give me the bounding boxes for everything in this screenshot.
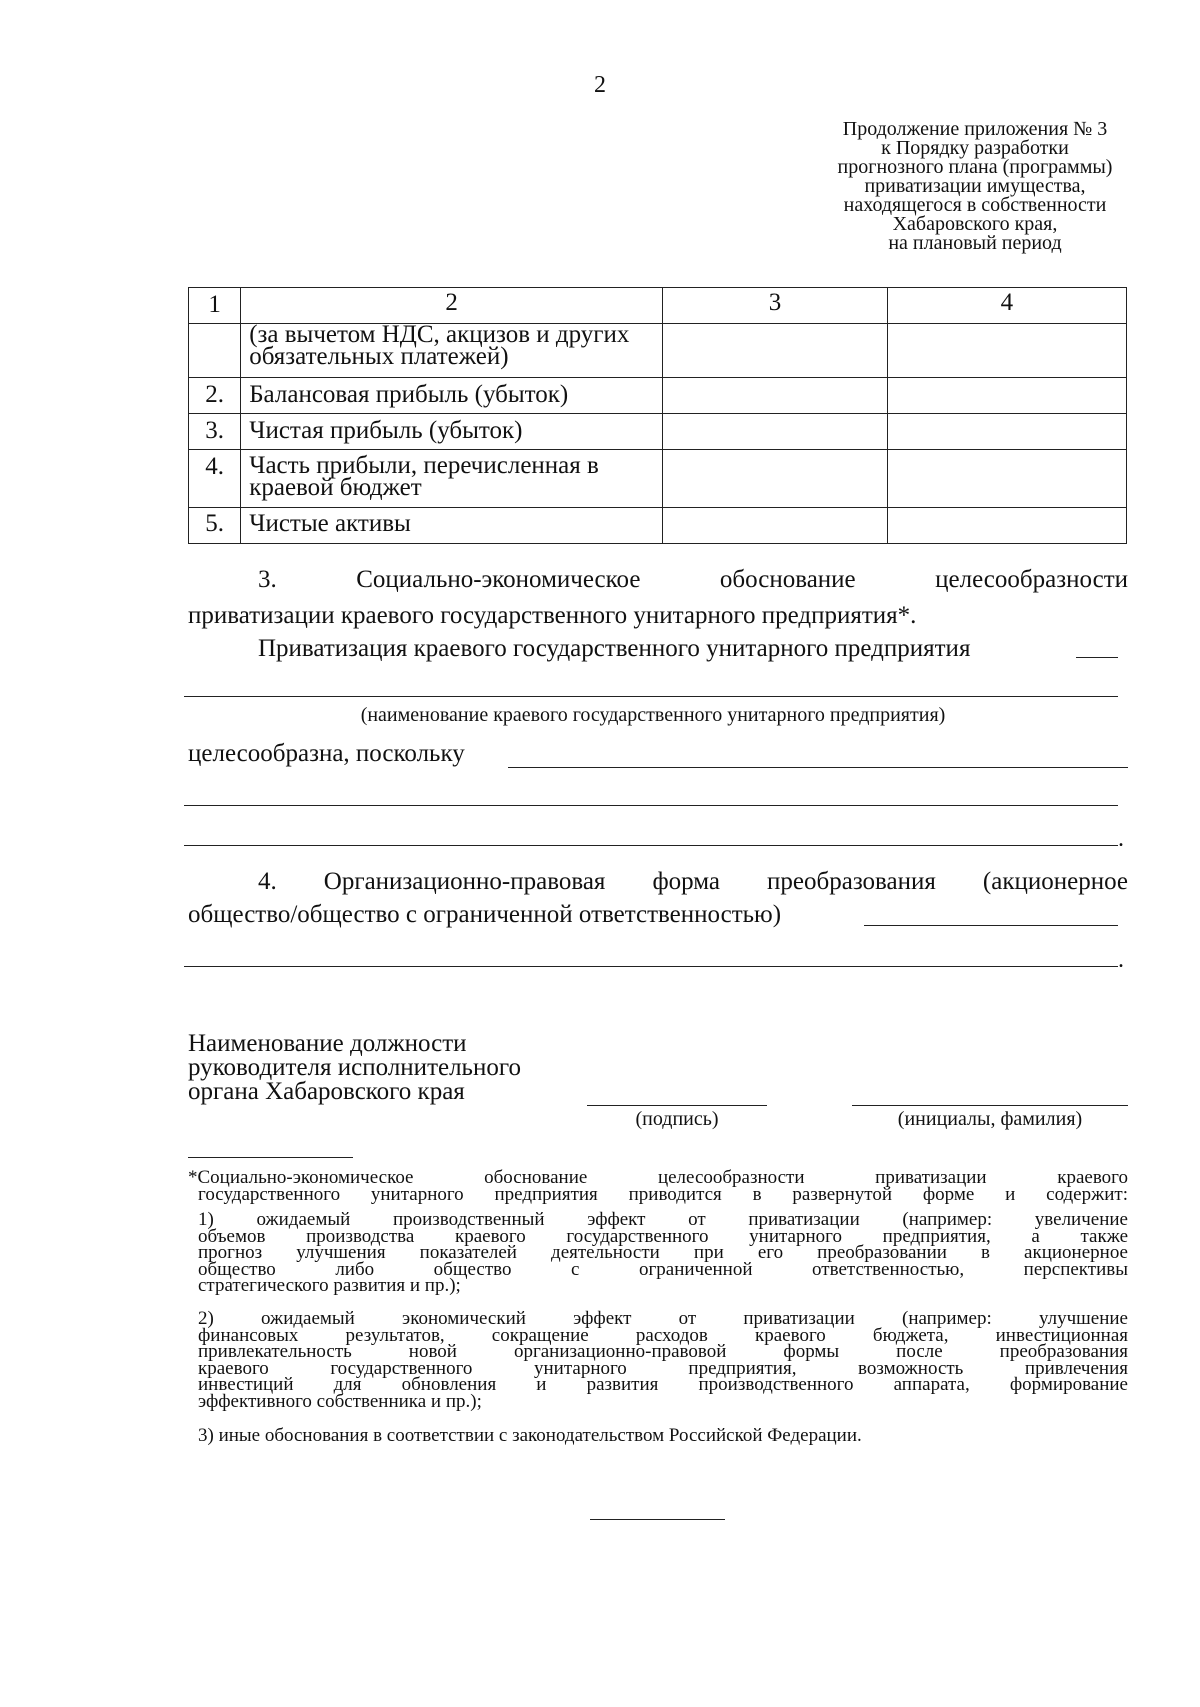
table-header-row [189, 288, 1127, 324]
column-header: 3 [663, 288, 888, 324]
justification-field[interactable] [184, 845, 1118, 846]
row-number: 3. [189, 414, 241, 450]
table-cell [887, 450, 1126, 508]
row-number: 4. [189, 450, 241, 508]
table-cell [887, 414, 1126, 450]
row-text: Балансовая прибыль (убыток) [241, 378, 663, 414]
footnote-line: инвестиций для обновления и развития производственного аппарата, формирование [198, 1374, 1128, 1395]
full-name-field[interactable] [852, 1105, 1128, 1106]
column-header: 4 [887, 288, 1126, 324]
row-text: Часть прибыли, перечисленная в краевой бюджет [241, 450, 663, 508]
table-cell [887, 508, 1126, 544]
section4-line2: общество/общество с ограниченной ответственностью) [188, 901, 782, 928]
footnote-item-2 [188, 1308, 1128, 1412]
table-cell [663, 324, 888, 378]
enterprise-name-field[interactable] [1076, 657, 1118, 658]
expedient-label: целесообразна, поскольку [188, 740, 465, 767]
table-row [189, 414, 1127, 450]
table-cell [663, 450, 888, 508]
header-line: приватизации имущества, [864, 175, 1086, 197]
table-row [189, 508, 1127, 544]
footnote-line: финансовых результатов, сокращение расходов краевого бюджета, инвестиционная [198, 1324, 1128, 1346]
table-cell [887, 324, 1126, 378]
footnote-line: привлекательность новой организационно-правовой формы после преобразования [198, 1341, 1128, 1362]
signature-field[interactable] [587, 1105, 767, 1106]
footnote-line: общество либо общество с ограниченной ответственностью, перспективы [198, 1258, 1128, 1280]
signature-position-block [188, 1032, 521, 1104]
section3-heading-line1: 3. Социально-экономическое обоснование целесообразности [258, 566, 1128, 593]
footnote-line: краевого государственного унитарного предприятия, возможность привлечения [198, 1357, 1128, 1379]
table-cell [663, 414, 888, 450]
footnote-intro [188, 1167, 1128, 1205]
enterprise-name-field[interactable] [184, 696, 1118, 697]
page-number: 2 [594, 72, 606, 98]
field-end-dot: . [1118, 826, 1124, 852]
footnote-line: государственного унитарного предприятия приводится в развернутой форме и содержит: [198, 1183, 1128, 1205]
position-line: органа Хабаровского края [188, 1078, 465, 1105]
full-name-caption: (инициалы, фамилия) [897, 1108, 1083, 1130]
header-line: Продолжение приложения № 3 [842, 118, 1108, 140]
row-number: 2. [189, 378, 241, 414]
footnote-line: эффективного собственника и пр.); [198, 1390, 482, 1412]
row-text: (за вычетом НДС, акцизов и других обязательных платежей) [241, 324, 663, 378]
section4-line1: 4. Организационно-правовая форма преобразования (акционерное [258, 868, 1128, 895]
footnote-line: стратегического развития и пр.); [198, 1275, 461, 1296]
header-line: Хабаровского края, [892, 213, 1058, 235]
footnote-line: *Социально-экономическое обоснование целесообразности приватизации краевого [188, 1167, 1128, 1188]
end-of-document-rule [590, 1519, 725, 1520]
table-cell [887, 378, 1126, 414]
footnote-line: объемов производства краевого государственного унитарного предприятия, а также [198, 1225, 1128, 1247]
header-line: прогнозного плана (программы) [837, 156, 1113, 178]
footnote-separator [188, 1157, 353, 1158]
table-row [189, 324, 1127, 378]
row-text: Чистая прибыль (убыток) [241, 414, 663, 450]
table-row [189, 450, 1127, 508]
field-end-dot: . [1118, 947, 1124, 973]
footnote-line: прогноз улучшения показателей деятельности при его преобразовании в акционерное [198, 1242, 1128, 1263]
signature-caption: (подпись) [635, 1108, 719, 1130]
position-line: Наименование должности [188, 1030, 467, 1057]
column-header: 2 [241, 288, 663, 324]
table-row [189, 378, 1127, 414]
footnote-line: 2) ожидаемый экономический эффект от приватизации (например: улучшение [198, 1308, 1128, 1329]
table-cell [663, 378, 888, 414]
table-cell [663, 508, 888, 544]
privatization-line: Приватизация краевого государственного унитарного предприятия [258, 635, 971, 662]
justification-field[interactable] [184, 805, 1118, 806]
row-number: 5. [189, 508, 241, 544]
footnote-item-3: 3) иные обоснования в соответствии с законодательством Российской Федерации. [198, 1425, 862, 1446]
column-header: 1 [189, 288, 241, 324]
position-line: руководителя исполнительного [188, 1054, 521, 1081]
row-number [189, 324, 241, 378]
justification-field[interactable] [508, 767, 1128, 768]
header-line: к Порядку разработки [881, 137, 1069, 159]
header-line: находящегося в собственности [843, 194, 1107, 216]
legal-form-field[interactable] [184, 966, 1118, 967]
appendix-header-note [770, 120, 1180, 253]
legal-form-field[interactable] [864, 925, 1118, 926]
row-text: Чистые активы [241, 508, 663, 544]
enterprise-name-caption: (наименование краевого государственного унитарного предприятия) [360, 704, 946, 726]
header-line: на плановый период [888, 232, 1062, 254]
footnote-line: 1) ожидаемый производственный эффект от приватизации (например: увеличение [198, 1209, 1128, 1230]
section3-heading-line2: приватизации краевого государственного унитарного предприятия*. [188, 602, 917, 629]
footnote-item-1 [188, 1209, 1128, 1296]
indicators-table [188, 287, 1127, 544]
